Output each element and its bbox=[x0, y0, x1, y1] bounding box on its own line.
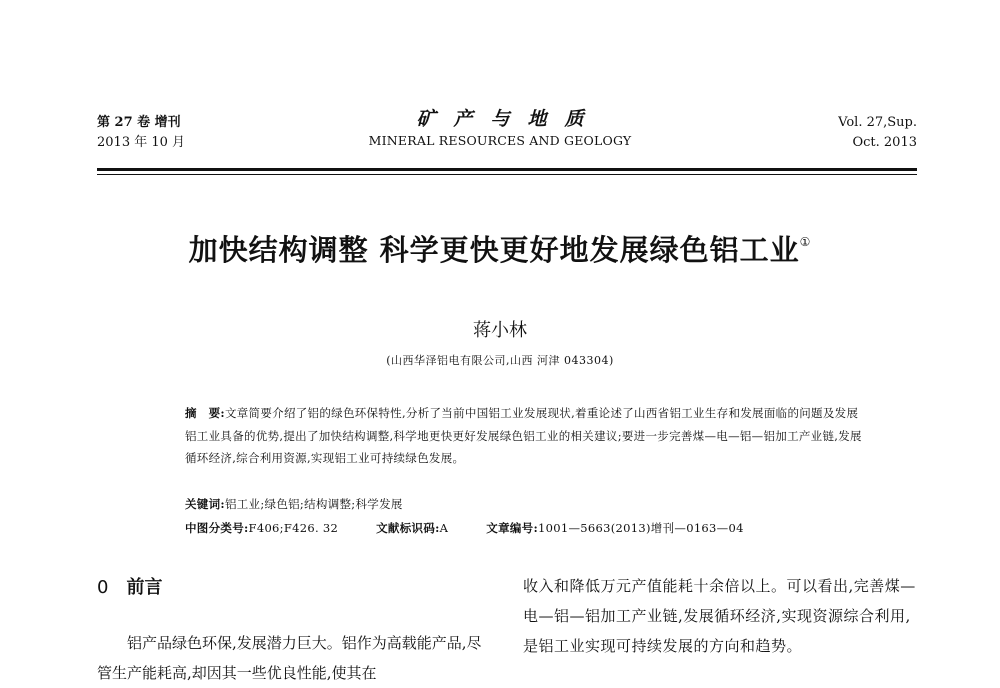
volume-en: Vol. 27,Sup. bbox=[838, 115, 917, 130]
article-no-label: 文章编号: bbox=[486, 521, 539, 535]
keywords bbox=[185, 496, 865, 512]
header-rule-thin bbox=[97, 174, 917, 175]
header-right bbox=[838, 113, 917, 153]
author-affiliation: (山西华泽铝电有限公司,山西 河津 043304) bbox=[386, 354, 614, 367]
abstract-label: 摘 要: bbox=[185, 406, 225, 420]
clc-label: 中图分类号: bbox=[185, 521, 249, 535]
volume-cn: 第 27 卷 增刊 bbox=[97, 115, 181, 130]
classification-line bbox=[185, 520, 865, 536]
section-title: 前言 bbox=[126, 577, 163, 598]
doc-code-value: A bbox=[439, 521, 449, 535]
keywords-text: 铝工业;绿色铝;结构调整;科学发展 bbox=[224, 497, 403, 511]
section-number: 0 bbox=[97, 577, 109, 598]
author-name: 蒋小林 bbox=[473, 320, 527, 341]
article-title bbox=[0, 228, 1000, 269]
section-heading bbox=[97, 573, 162, 599]
date-en: Oct. 2013 bbox=[852, 135, 917, 150]
title-text: 加快结构调整 科学更快更好地发展绿色铝工业 bbox=[188, 233, 800, 267]
doc-code-label: 文献标识码: bbox=[376, 521, 440, 535]
header-rule-thick bbox=[97, 168, 917, 171]
journal-name-en: MINERAL RESOURCES AND GEOLOGY bbox=[368, 133, 632, 148]
left-column-paragraph: 铝产品绿色环保,发展潜力巨大。铝作为高载能产品,尽管生产能耗高,却因其一些优良性能,使其在 bbox=[97, 634, 482, 682]
journal-name-cn: 矿产与地质 bbox=[416, 108, 602, 130]
abstract-text: 文章简要介绍了铝的绿色环保特性,分析了当前中国铝工业发展现状,着重论述了山西省铝工业生存和发展面临的问题及发展铝工业具备的优势,提出了加快结构调整,科学地更快更好发展绿色铝工业的相关建议;要进一步完善煤—电—铝—铝加工产业链,发展循环经济,综合利用资源,实现铝工业可持续绿色发展。 bbox=[185, 406, 862, 465]
title-footnote-marker: ① bbox=[799, 235, 812, 249]
date-cn: 2013 年 10 月 bbox=[97, 135, 186, 150]
keywords-label: 关键词: bbox=[185, 497, 225, 511]
clc-value: F406;F426. 32 bbox=[248, 521, 339, 535]
article-no-value: 1001—5663(2013)增刊—0163—04 bbox=[538, 521, 744, 535]
right-column-paragraph: 收入和降低万元产值能耗十余倍以上。可以看出,完善煤—电—铝—铝加工产业链,发展循环经济,实现资源综合利用,是铝工业实现可持续发展的方向和趋势。 bbox=[523, 577, 916, 655]
abstract bbox=[185, 402, 865, 470]
